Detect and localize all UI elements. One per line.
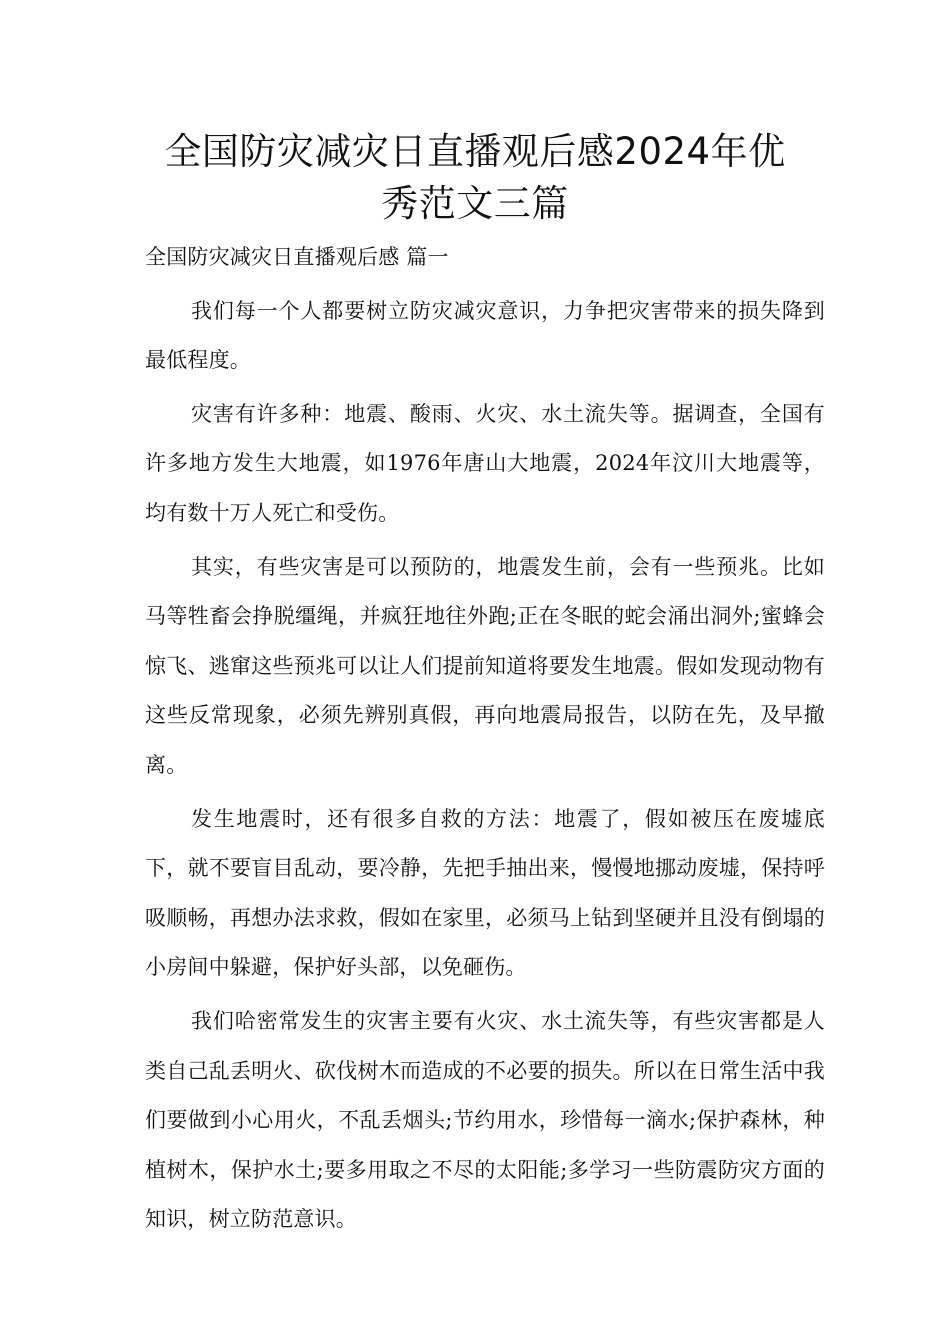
paragraph-5: 我们哈密常发生的灾害主要有火灾、水土流失等，有些灾害都是人类自己乱丢明火、砍伐树木而造成的不必要的损失。所以在日常生活中我们要做到小心用火，不乱丢烟头;节约用水，珍惜每一滴水;保护森林，种植树木，保护水土;要多用取之不尽的太阳能;多学习一些防震防灾方面的知识，树立防范意识。 xyxy=(145,1008,825,1232)
section-heading: 全国防灾减灾日直播观后感 篇一 xyxy=(145,245,449,269)
paragraph-3: 其实，有些灾害是可以预防的，地震发生前，会有一些预兆。比如马等牲畜会挣脱缰绳，并疯狂地往外跑;正在冬眠的蛇会涌出洞外;蜜蜂会惊飞、逃窜这些预兆可以让人们提前知道将要发生地震。假如发现动物有这些反常现象，必须先辨别真假，再向地震局报告，以防在先，及早撤离。 xyxy=(145,554,825,777)
document-title xyxy=(120,126,830,230)
paragraph-2: 灾害有许多种：地震、酸雨、火灾、水土流失等。据调查，全国有许多地方发生大地震，如1976年唐山大地震，2024年汶川大地震等，均有数十万人死亡和受伤。 xyxy=(145,401,825,525)
paragraph-4: 发生地震时，还有很多自救的方法：地震了，假如被压在废墟底下，就不要盲目乱动，要冷静，先把手抽出来，慢慢地挪动废墟，保持呼吸顺畅，再想办法求救，假如在家里，必须马上钻到坚硬并且没有倒塌的小房间中躲避，保护好头部，以免砸伤。 xyxy=(145,806,825,980)
title-line-1: 全国防灾减灾日直播观后感2024年优 xyxy=(164,130,786,173)
title-line-2: 秀范文三篇 xyxy=(381,182,569,225)
paragraph-1: 我们每一个人都要树立防灾减灾意识，力争把灾害带来的损失降到最低程度。 xyxy=(145,298,825,373)
document-body xyxy=(145,233,825,1249)
